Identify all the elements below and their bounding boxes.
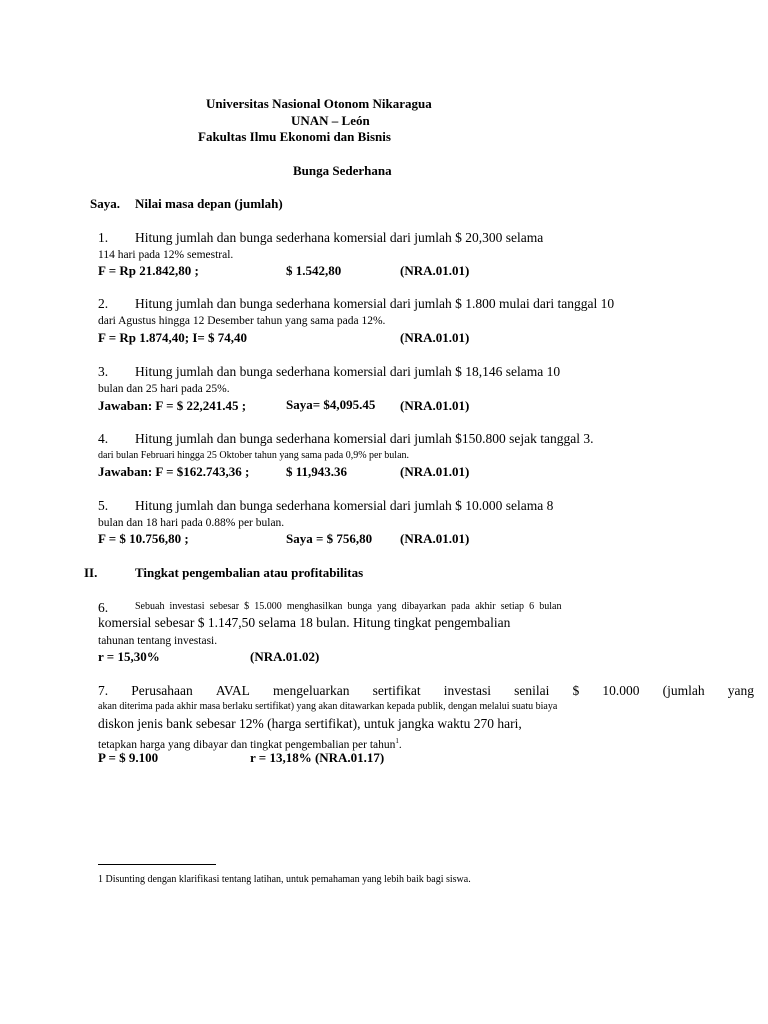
problem-4-answer-interest: $ 11,943.36 bbox=[286, 464, 348, 479]
problem-4-reference: (NRA.01.01) bbox=[400, 464, 470, 479]
problem-7-first-line bbox=[98, 683, 754, 699]
problem-6-text: Sebuah investasi sebesar $ 15.000 menghasilkan bunga yang dibayarkan pada akhir setiap 6 bulan bbox=[135, 601, 562, 612]
problem-5-answer: F = $ 10.756,80 ; bbox=[98, 531, 189, 546]
problem-2-number: 2. bbox=[98, 296, 109, 311]
problem-3-number: 3. bbox=[98, 364, 109, 379]
problem-3-answer-interest: Saya= $4,095.45 bbox=[286, 397, 376, 412]
problem-2-answer: F = Rp 1.874,40; I= $ 74,40 bbox=[98, 330, 248, 345]
problem-7-word: $ bbox=[572, 683, 580, 698]
problem-7-word: 10.000 bbox=[602, 683, 640, 698]
problem-4-text: Hitung jumlah dan bunga sederhana komersial dari jumlah $150.800 sejak tanggal 3. bbox=[135, 431, 594, 446]
problem-5-reference: (NRA.01.01) bbox=[400, 531, 470, 546]
problem-1-reference: (NRA.01.01) bbox=[400, 263, 470, 278]
faculty-name: Fakultas Ilmu Ekonomi dan Bisnis bbox=[198, 129, 391, 144]
problem-1-text-cont: 114 hari pada 12% semestral. bbox=[98, 249, 234, 261]
problem-5-text-cont: bulan dan 18 hari pada 0.88% per bulan. bbox=[98, 517, 285, 529]
problem-6-text-cont: komersial sebesar $ 1.147,50 selama 18 bulan. Hitung tingkat pengembalian bbox=[98, 615, 511, 630]
problem-7-number: 7. bbox=[98, 683, 109, 698]
problem-2-text: Hitung jumlah dan bunga sederhana komersial dari jumlah $ 1.800 mulai dari tanggal 10 bbox=[135, 296, 615, 311]
problem-7-word: senilai bbox=[514, 683, 550, 698]
problem-7-word: (jumlah bbox=[662, 683, 705, 698]
footnote-reference[interactable]: 1 bbox=[395, 737, 399, 745]
problem-2-text-cont: dari Agustus hingga 12 Desember tahun yang sama pada 12%. bbox=[98, 315, 386, 327]
problem-4-number: 4. bbox=[98, 431, 109, 446]
problem-4-answer: Jawaban: F = $162.743,36 ; bbox=[98, 464, 250, 479]
section-1-title: Nilai masa depan (jumlah) bbox=[135, 196, 283, 211]
problem-7-word: sertifikat bbox=[372, 683, 421, 698]
problem-1-answer: F = Rp 21.842,80 ; bbox=[98, 263, 199, 278]
problem-5-text: Hitung jumlah dan bunga sederhana komersial dari jumlah $ 10.000 selama 8 bbox=[135, 498, 554, 513]
problem-3-text-cont: bulan dan 25 hari pada 25%. bbox=[98, 383, 230, 395]
problem-1-text: Hitung jumlah dan bunga sederhana komersial dari jumlah $ 20,300 selama bbox=[135, 230, 544, 245]
problem-7-word: investasi bbox=[443, 683, 491, 698]
problem-1-number: 1. bbox=[98, 230, 109, 245]
problem-6-answer: r = 15,30% bbox=[98, 649, 160, 664]
section-1-numeral: Saya. bbox=[90, 196, 120, 211]
problem-6-number: 6. bbox=[98, 600, 109, 615]
problem-7-text-cont-2: diskon jenis bank sebesar 12% (harga sertifikat), untuk jangka waktu 270 hari, bbox=[98, 716, 522, 731]
problem-7-word: mengeluarkan bbox=[273, 683, 350, 698]
problem-7-word: Perusahaan bbox=[131, 683, 193, 698]
problem-7-word: AVAL bbox=[215, 683, 250, 698]
problem-7-line-end: . bbox=[398, 738, 402, 751]
footnote-separator bbox=[98, 864, 216, 865]
problem-2-reference: (NRA.01.01) bbox=[400, 330, 470, 345]
problem-4-text-cont: dari bulan Februari hingga 25 Oktober tahun yang sama pada 0,9% per bulan. bbox=[98, 450, 410, 461]
campus-name: UNAN – León bbox=[291, 113, 370, 128]
problem-5-answer-interest: Saya = $ 756,80 bbox=[286, 531, 373, 546]
problem-5-number: 5. bbox=[98, 498, 109, 513]
section-2-numeral: II. bbox=[84, 565, 98, 580]
problem-1-answer-interest: $ 1.542,80 bbox=[286, 263, 342, 278]
problem-7-word: yang bbox=[727, 683, 754, 698]
document-title: Bunga Sederhana bbox=[293, 163, 392, 178]
problem-7-answer: P = $ 9.100 bbox=[98, 750, 159, 765]
problem-3-reference: (NRA.01.01) bbox=[400, 398, 470, 413]
problem-3-text: Hitung jumlah dan bunga sederhana komersial dari jumlah $ 18,146 selama 10 bbox=[135, 364, 561, 379]
footnote-text: 1 Disunting dengan klarifikasi tentang latihan, untuk pemahaman yang lebih baik bagi siswa. bbox=[98, 874, 471, 885]
section-2-title: Tingkat pengembalian atau profitabilitas bbox=[135, 565, 364, 580]
problem-7-answer-rate: r = 13,18% (NRA.01.17) bbox=[250, 750, 385, 765]
problem-6-text-cont-2: tahunan tentang investasi. bbox=[98, 635, 218, 647]
university-name: Universitas Nasional Otonom Nikaragua bbox=[206, 96, 432, 111]
problem-3-answer: Jawaban: F = $ 22,241.45 ; bbox=[98, 398, 247, 413]
problem-7-text-cont-3-body: tetapkan harga yang dibayar dan tingkat pengembalian per tahun bbox=[98, 738, 396, 751]
problem-7-text-cont: akan diterima pada akhir masa berlaku sertifikat) yang akan ditawarkan kepada publik, dengan melalui suatu biaya bbox=[98, 701, 558, 712]
problem-6-reference: (NRA.01.02) bbox=[250, 649, 320, 664]
